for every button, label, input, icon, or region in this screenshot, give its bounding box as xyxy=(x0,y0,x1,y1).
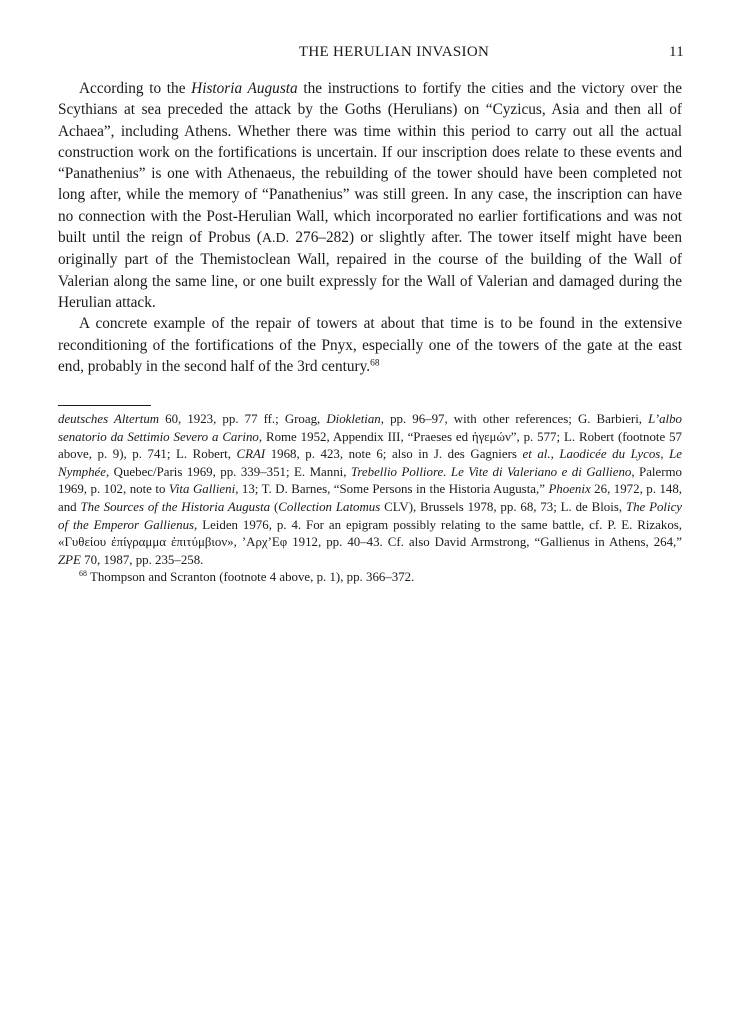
footnote-68-text: Thompson and Scranton (footnote 4 above, p. 1), pp. 366–372. xyxy=(86,570,415,585)
fn-italic-2: Diokletian xyxy=(326,412,381,426)
running-title: THE HERULIAN INVASION xyxy=(298,44,490,60)
footnote-continuation xyxy=(58,411,682,569)
fn-italic-1: deutsches Altertum xyxy=(58,412,160,426)
footnotes xyxy=(58,411,682,587)
fn-italic-9: The Sources of the Historia Augusta xyxy=(80,499,271,514)
fn-italic-8: Phoenix xyxy=(548,482,591,497)
page-number: 11 xyxy=(668,44,684,60)
p1-small-caps-ad: A.D. xyxy=(261,230,290,247)
fn-italic-12: ZPE xyxy=(58,552,81,567)
fn-text-8: 26, 1972, p. 148, and xyxy=(58,482,682,514)
fn-text-1: 60, 1923, pp. 77 ff.; Groag, xyxy=(159,412,327,426)
running-header xyxy=(104,44,684,68)
fn-text-9: ( xyxy=(270,499,279,514)
fn-italic-5: et al., Laodicée du Lycos, Le Nymphée xyxy=(58,447,682,479)
fn-italic-3: L’albo senatorio da Settimio Severo a Carino xyxy=(58,412,682,444)
paragraph-1 xyxy=(58,78,682,313)
paragraph-2 xyxy=(58,313,682,377)
p1-text-3: 276–282) or slightly after. The tower itself might have been originally part of the Themistoclean Wall, repaired in the course of the building of the Wall of Valerian along the same line, or one built expressly for the Wall of Valerian and damaged during the Herulian attack. xyxy=(58,229,682,311)
fn-text-5: , Quebec/Paris 1969, pp. 339–351; E. Manni, xyxy=(105,464,351,479)
footnote-rule xyxy=(58,405,151,406)
footnote-68-number: 68 xyxy=(79,569,87,579)
fn-italic-7: Vita Gallieni xyxy=(168,482,236,497)
fn-italic-6: Trebellio Polliore. Le Vite di Valeriano e di Gallieno xyxy=(350,464,632,479)
footnote-68 xyxy=(58,569,682,587)
p1-italic-historia-augusta: Historia Augusta xyxy=(191,80,298,97)
fn-text-12: 70, 1987, pp. 235–258. xyxy=(80,552,204,567)
fn-italic-11: The Policy of the Emperor Gallienus xyxy=(58,499,683,532)
fn-italic-10: Collection Latomus xyxy=(278,499,381,514)
footnote-ref-68: 68 xyxy=(370,358,380,369)
fn-text-3: , Rome 1952, Appendix III, “Praeses ed ἡγεμών”, p. 577; L. Robert (footnote 57 above, p. 9), p. 741; L. Robert, xyxy=(58,429,682,462)
fn-text-2: , pp. 96–97, with other references; G. Barbieri, xyxy=(380,412,649,426)
p1-text-1: According to the xyxy=(79,80,192,97)
fn-text-10: CLV), Brussels 1978, pp. 68, 73; L. de Blois, xyxy=(380,499,626,514)
fn-text-4: 1968, p. 423, note 6; also in J. des Gagniers xyxy=(265,447,523,462)
p2-text-1: A concrete example of the repair of towers at about that time is to be found in the extensive reconditioning of the fortifications of the Pnyx, especially one of the towers of the gate at the east end, probably in the second half of the 3rd century. xyxy=(58,315,682,375)
body-text xyxy=(58,78,682,377)
p1-text-2: the instructions to fortify the cities and the victory over the Scythians at sea preceded the attack by the Goths (Herulians) on “Cyzicus, Asia and then all of Achaea”, including Athens. Whether there was time within this period to carry out all the actual construction work on the fortifications is uncertain. If our inscription does relate to these events and “Panathenius” is one with Athenaeus, the rebuilding of the tower should have been completed not long after, while the memory of “Panathenius” was still green. In any case, the inscription can have no connection with the Post-Herulian Wall, which incorporated no earlier fortifications and was not built until the reign of Probus ( xyxy=(58,80,682,247)
fn-text-11: , Leiden 1976, p. 4. For an epigram possibly relating to the same battle, cf. P. E. Rizakos, «Γυθείου ἐπίγραμμα ἐπιτύμβιον», ’Αρχ’Εφ 1912, pp. 40–43. Cf. also David Armstrong, “Gallienus in Athens, 264,” xyxy=(58,517,682,550)
fn-italic-4: CRAI xyxy=(236,447,266,462)
fn-text-6: , Palermo 1969, p. 102, note to xyxy=(58,464,682,497)
fn-text-7: , 13; T. D. Barnes, “Some Persons in the Historia Augusta,” xyxy=(235,482,549,497)
